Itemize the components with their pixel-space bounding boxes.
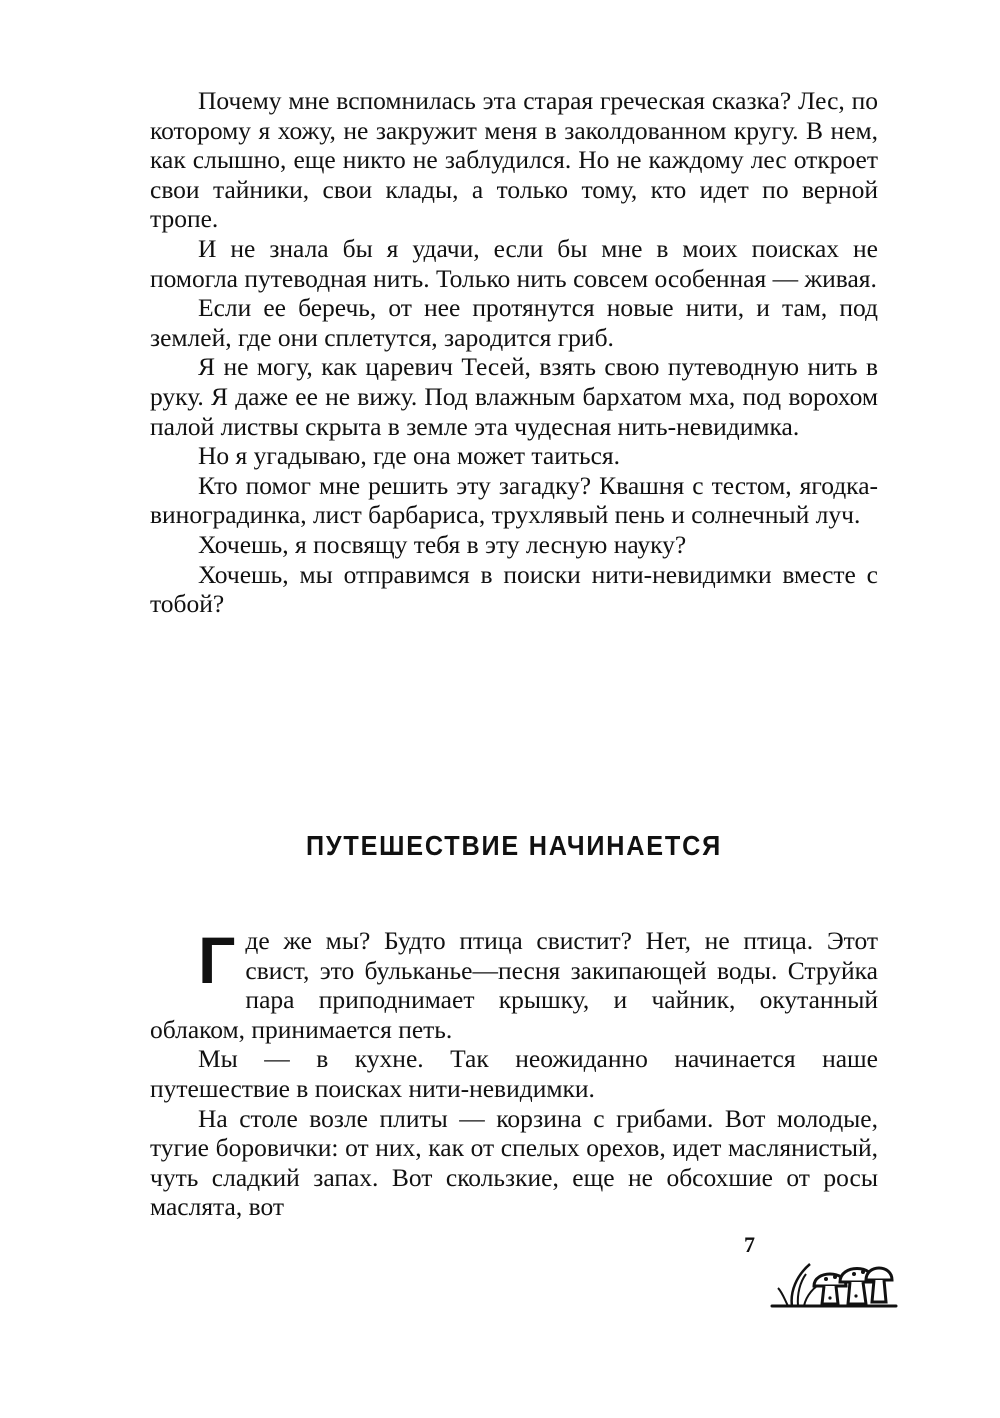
paragraph: Если ее беречь, от нее протянутся новые нити, и там, под землей, где они сплетутся, зародится гриб. [150, 293, 878, 352]
paragraph: И не знала бы я удачи, если бы мне в моих поисках не помогла путеводная нить. Только нить совсем особенная — живая. [150, 233, 878, 293]
drop-cap: Г [198, 923, 236, 997]
paragraph: Почему мне вспомнилась эта старая греческая сказка? Лес, по которому я хожу, не закружит меня в заколдованном кругу. В нем, как слышно, еще никто не заблудился. Но не каждому лес откроет свои тайники, свои клады, а только тому, кто идет по верной тропе. [150, 86, 878, 234]
first-paragraph-rest: Этот свист, это бульканье—песня закипающей воды. Струйка пара приподнимает крышку, и чайник, окутанный облаком, принимается петь. [150, 926, 879, 1044]
paragraph: Кто помог мне решить эту загадку? Квашня с тестом, ягодка-виноградинка, лист барбариса, трухлявый пень и солнечный луч. [150, 470, 878, 530]
paragraph: Хочешь, я посвящу тебя в эту лесную науку? [198, 529, 687, 559]
paragraph: Хочешь, мы отправимся в поиски нити-невидимки вместе с тобой? [150, 559, 878, 619]
intro-text [150, 86, 878, 619]
paragraph: Но я угадываю, где она может таиться. [198, 441, 621, 471]
section-title: ПУТЕШЕСТВИЕ НАЧИНАЕТСЯ [305, 830, 723, 861]
first-line: де же мы? Будто птица свистит? Нет, не птица. [245, 926, 814, 955]
paragraph: На столе возле плиты — корзина с грибами. Вот молодые, тугие боровички: от них, как от спелых орехов, идет маслянистый, чуть сладкий запах. Вот скользкие, еще не обсохшие от росы маслята, вот [150, 1103, 878, 1222]
first-paragraph [150, 923, 879, 1044]
mushroom-ornament-icon [770, 1252, 898, 1320]
paragraph: Я не могу, как царевич Тесей, взять свою путеводную нить в руку. Я даже ее не вижу. Под влажным бархатом мха, под ворохом палой листвы скрыта в земле эта чудесная нить-невидимка. [150, 352, 878, 441]
chapter-text [150, 923, 879, 1222]
paragraph: Мы — в кухне. Так неожиданно начинается наше путешествие в поисках нити-невидимки. [150, 1044, 878, 1103]
page-number: 7 [744, 1232, 755, 1257]
